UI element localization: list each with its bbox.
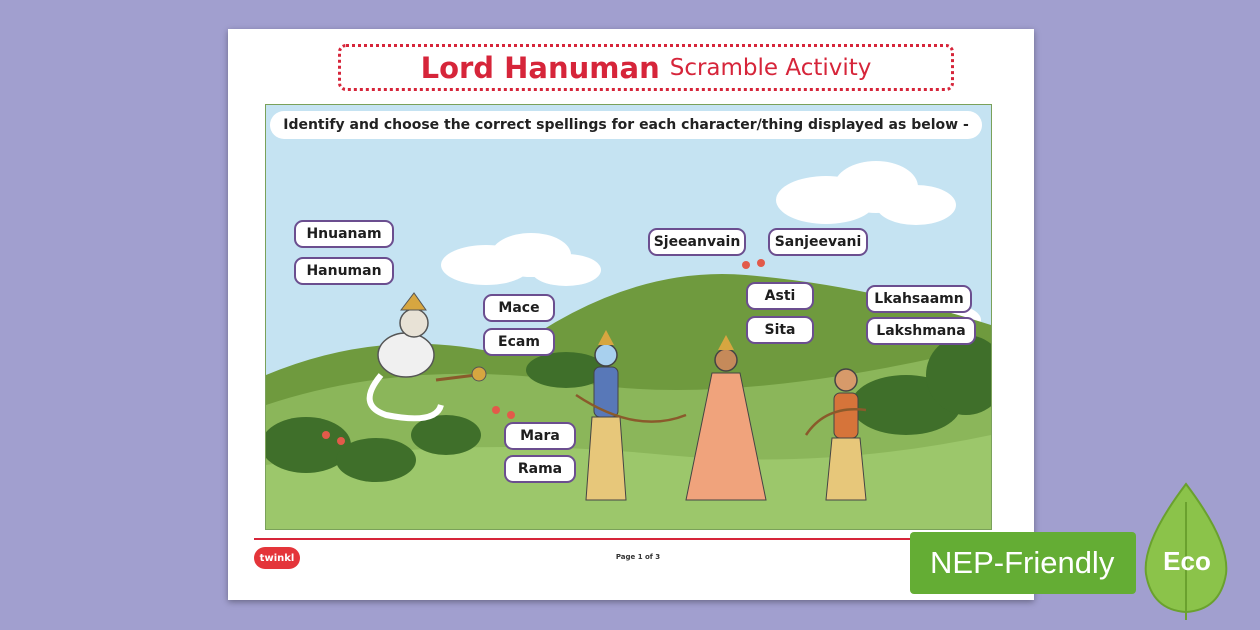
label-lakshmana[interactable]: Lakshmana — [866, 317, 976, 345]
eco-label: Eco — [1163, 546, 1211, 576]
title-box — [338, 44, 954, 91]
label-sita[interactable]: Sita — [746, 316, 814, 344]
title-main: Lord Hanuman — [420, 50, 660, 85]
badge-text: NEP-Friendly — [930, 545, 1115, 580]
label-asti[interactable]: Asti — [746, 282, 814, 310]
label-lkahsaamn[interactable]: Lkahsaamn — [866, 285, 972, 313]
label-sanjeevani[interactable]: Sanjeevani — [768, 228, 868, 256]
label-mara[interactable]: Mara — [504, 422, 576, 450]
label-ecam[interactable]: Ecam — [483, 328, 555, 356]
worksheet-page — [228, 29, 1034, 600]
twinkl-logo: twinkl — [254, 547, 300, 569]
label-mace[interactable]: Mace — [483, 294, 555, 322]
instruction-text: Identify and choose the correct spellings for each character/thing displayed as below - — [270, 111, 982, 139]
footer-divider — [254, 538, 1008, 540]
label-rama[interactable]: Rama — [504, 455, 576, 483]
page-number: Page 1 of 3 — [615, 553, 661, 561]
nep-friendly-badge — [910, 532, 1136, 594]
label-sjeeanvain[interactable]: Sjeeanvain — [648, 228, 746, 256]
title-sub: Scramble Activity — [669, 54, 872, 81]
label-hanuman[interactable]: Hanuman — [294, 257, 394, 285]
label-hnuanam[interactable]: Hnuanam — [294, 220, 394, 248]
